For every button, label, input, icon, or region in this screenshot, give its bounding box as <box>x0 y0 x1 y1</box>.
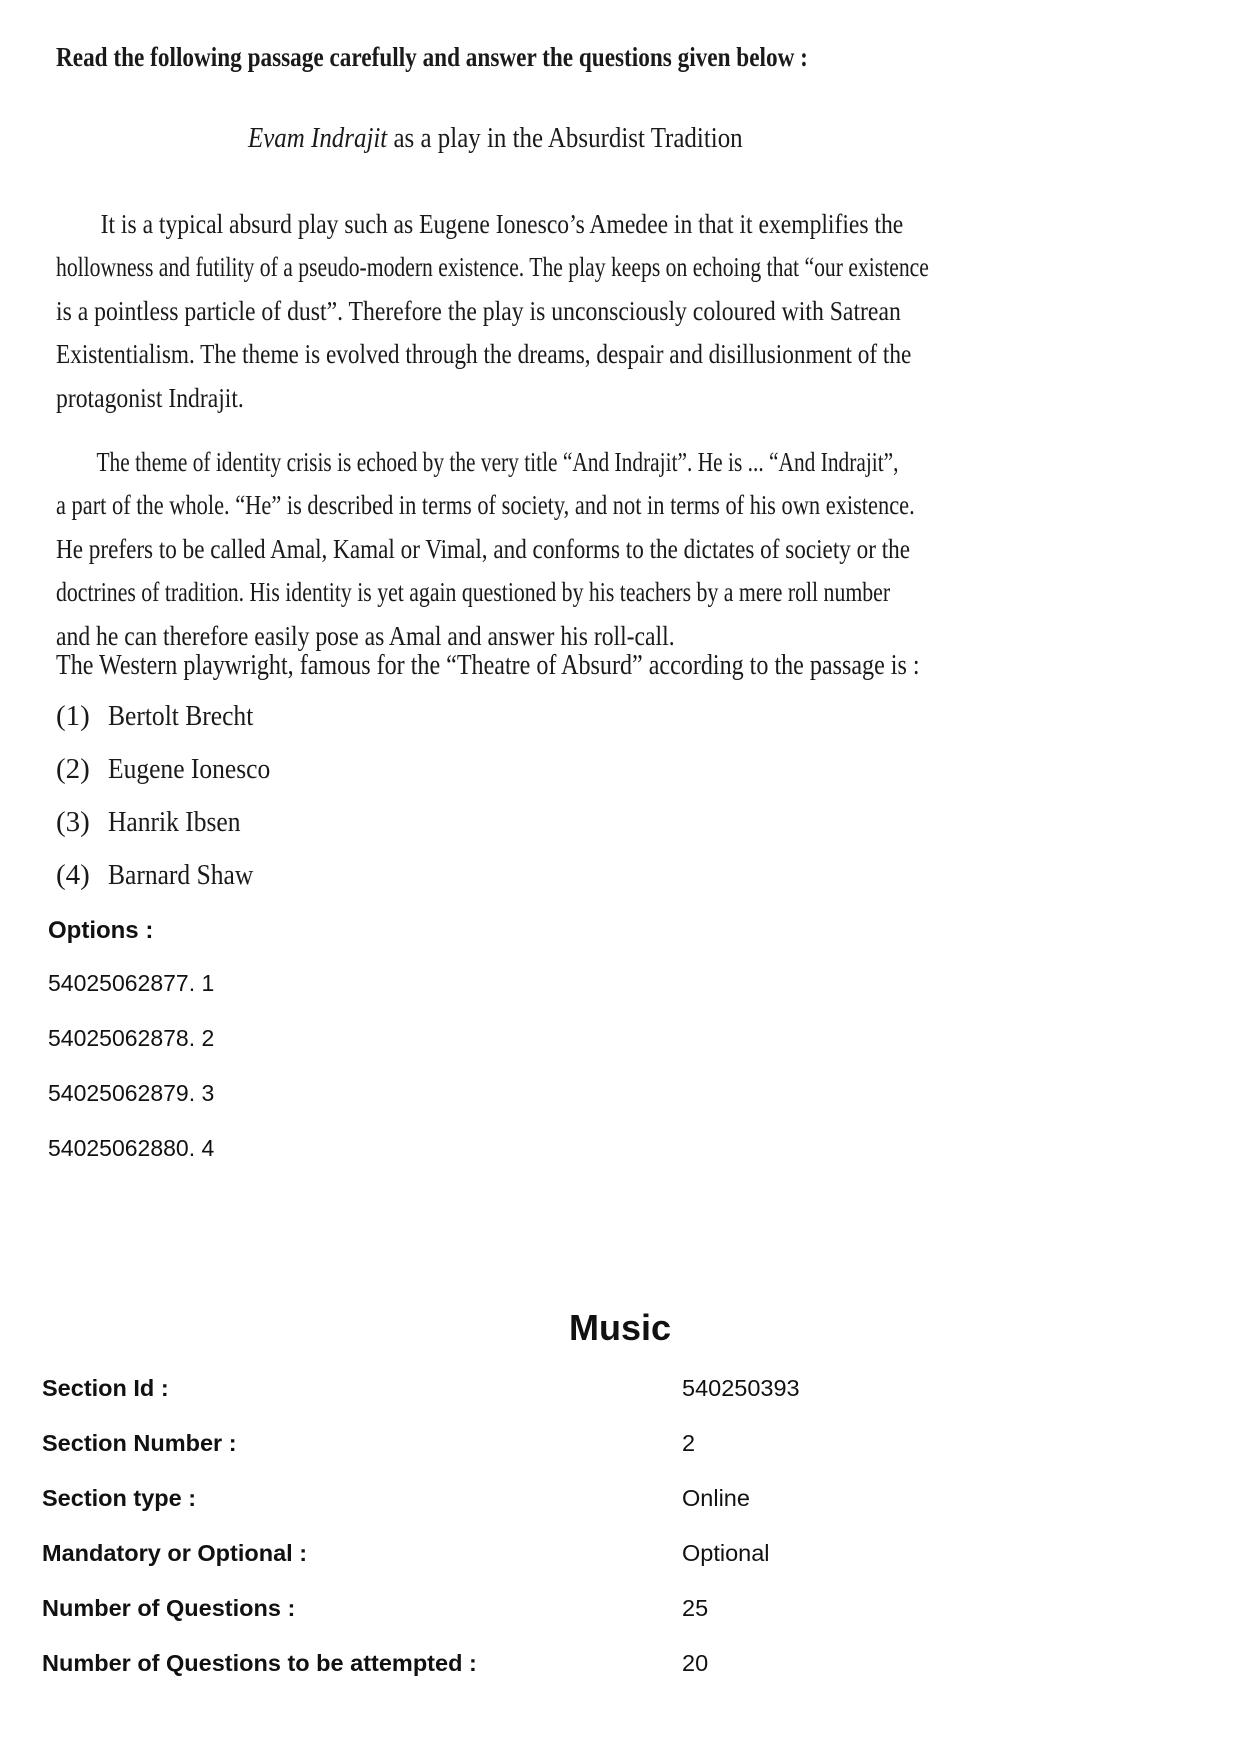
choice-text: Hanrik Ibsen <box>108 806 241 838</box>
passage-line: Existentialism. The theme is evolved through the dreams, despair and disillusionment of the <box>56 338 912 370</box>
choice-number: (3) <box>56 806 90 838</box>
section-info-value: Optional <box>682 1540 770 1566</box>
option-item: 54025062878. 2 <box>48 1025 215 1051</box>
section-info-label: Mandatory or Optional : <box>42 1540 308 1566</box>
section-info-value: 25 <box>682 1595 709 1621</box>
section-info-row <box>42 1540 902 1595</box>
passage-paragraph-2 <box>56 440 944 657</box>
passage-paragraph-1 <box>56 202 944 419</box>
choice-number: (4) <box>56 859 90 891</box>
section-info-value: Online <box>682 1485 750 1511</box>
section-info-label: Number of Questions to be attempted : <box>42 1650 477 1676</box>
section-title: Music <box>568 1307 672 1348</box>
section-info-row <box>42 1485 902 1540</box>
answer-choice <box>56 806 292 859</box>
passage-line: The theme of identity crisis is echoed by the very title “And Indrajit”. He is ... “And Indrajit”, <box>96 446 899 477</box>
passage-title-rest: as a play in the Absurdist Tradition <box>387 122 743 154</box>
answer-choice <box>56 859 292 912</box>
answer-choices <box>56 700 292 912</box>
section-info-row <box>42 1430 902 1485</box>
passage-line: hollowness and futility of a pseudo-modern existence. The play keeps on echoing that “our existence <box>56 251 929 283</box>
options-heading: Options : <box>48 917 154 944</box>
section-info-value: 20 <box>682 1650 709 1676</box>
passage-title-italic: Evam Indrajit <box>248 122 388 154</box>
section-info-label: Section type : <box>42 1485 197 1511</box>
answer-choice <box>56 700 292 753</box>
option-item: 54025062879. 3 <box>48 1080 215 1106</box>
passage-line: protagonist Indrajit. <box>56 381 244 413</box>
passage-title <box>248 122 743 155</box>
option-item: 54025062877. 1 <box>48 970 215 996</box>
section-info-label: Section Number : <box>42 1430 237 1456</box>
section-info-value: 540250393 <box>682 1375 800 1401</box>
choice-text: Barnard Shaw <box>108 859 254 891</box>
question-text: The Western playwright, famous for the “Theatre of Absurd” according to the passage is : <box>56 650 920 681</box>
passage-line: and he can therefore easily pose as Amal and answer his roll-call. <box>56 619 675 651</box>
section-info-value: 2 <box>682 1430 696 1456</box>
choice-number: (1) <box>56 700 90 732</box>
section-info-row <box>42 1375 902 1430</box>
passage-instruction: Read the following passage carefully and answer the questions given below : <box>56 42 808 72</box>
section-info-label: Number of Questions : <box>42 1595 296 1621</box>
passage-line: He prefers to be called Amal, Kamal or Vimal, and conforms to the dictates of society or the <box>56 532 911 564</box>
section-info-row <box>42 1650 902 1705</box>
section-info-table <box>42 1375 902 1705</box>
choice-number: (2) <box>56 753 90 785</box>
section-info-row <box>42 1595 902 1650</box>
section-info-label: Section Id : <box>42 1375 169 1401</box>
choice-text: Bertolt Brecht <box>108 700 254 732</box>
option-item: 54025062880. 4 <box>48 1135 215 1161</box>
passage-line: doctrines of tradition. His identity is yet again questioned by his teachers by a mere roll number <box>56 576 891 608</box>
choice-text: Eugene Ionesco <box>108 753 271 785</box>
answer-choice <box>56 753 292 806</box>
options-list <box>48 970 214 1190</box>
passage-line: is a pointless particle of dust”. Therefore the play is unconsciously coloured with Satrean <box>56 294 901 326</box>
passage-line: a part of the whole. “He” is described in terms of society, and not in terms of his own existence. <box>56 489 915 521</box>
passage-line: It is a typical absurd play such as Eugene Ionesco’s Amedee in that it exemplifies the <box>100 208 904 239</box>
